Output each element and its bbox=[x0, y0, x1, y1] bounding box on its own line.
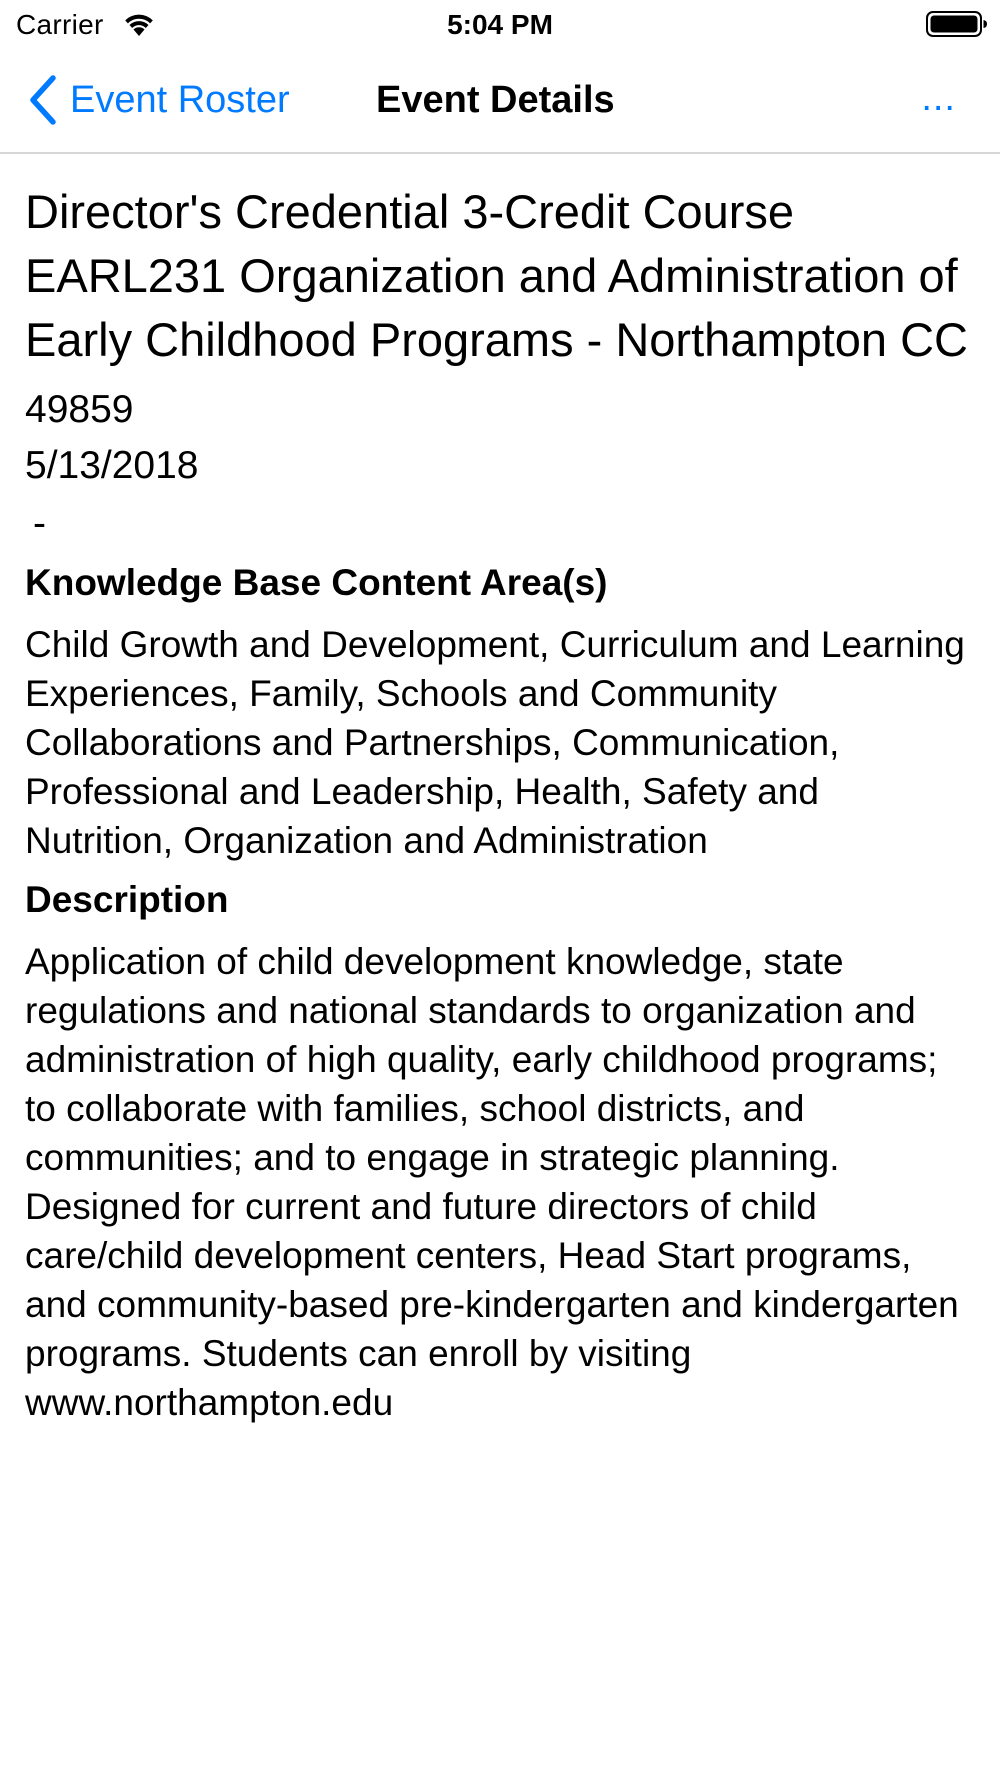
event-id: 49859 bbox=[25, 388, 134, 431]
page-title: Event Details bbox=[376, 79, 615, 121]
event-description: Application of child development knowledge, state regulations and national standards to organization and administration of high quality, early childhood programs; to collaborate with families, school districts, and communities; and to engage in strategic planning. Designed for current and future directors of child care/child development centers, Head Start programs, and community-based pre-kindergarten and kindergarten programs. Students can enroll by visiting www.northampton.edu bbox=[25, 941, 959, 1423]
status-bar bbox=[0, 0, 1000, 50]
chevron-left-icon bbox=[28, 74, 58, 126]
event-title: Director's Credential 3-Credit Course EARL231 Organization and Administration of Early Childhood Programs - Northampton CC bbox=[25, 185, 968, 366]
back-button-label: Event Roster bbox=[70, 79, 290, 121]
status-time: 5:04 PM bbox=[447, 9, 553, 40]
more-options-button[interactable]: ... bbox=[921, 77, 956, 119]
knowledge-base-heading: Knowledge Base Content Area(s) bbox=[25, 562, 608, 603]
knowledge-base-areas: Child Growth and Development, Curriculum and Learning Experiences, Family, Schools and Community Collaborations and Partnerships, Communication, Professional and Leadership, Health, Safety and Nutrition, Organization and Administration bbox=[25, 624, 965, 861]
carrier-label: Carrier bbox=[16, 9, 104, 40]
event-details-content bbox=[25, 180, 975, 1427]
battery-icon bbox=[926, 10, 988, 38]
description-heading: Description bbox=[25, 879, 229, 920]
event-time-range: - bbox=[33, 502, 46, 545]
event-date: 5/13/2018 bbox=[25, 444, 199, 487]
navigation-bar bbox=[0, 50, 1000, 154]
back-button[interactable] bbox=[28, 72, 290, 128]
